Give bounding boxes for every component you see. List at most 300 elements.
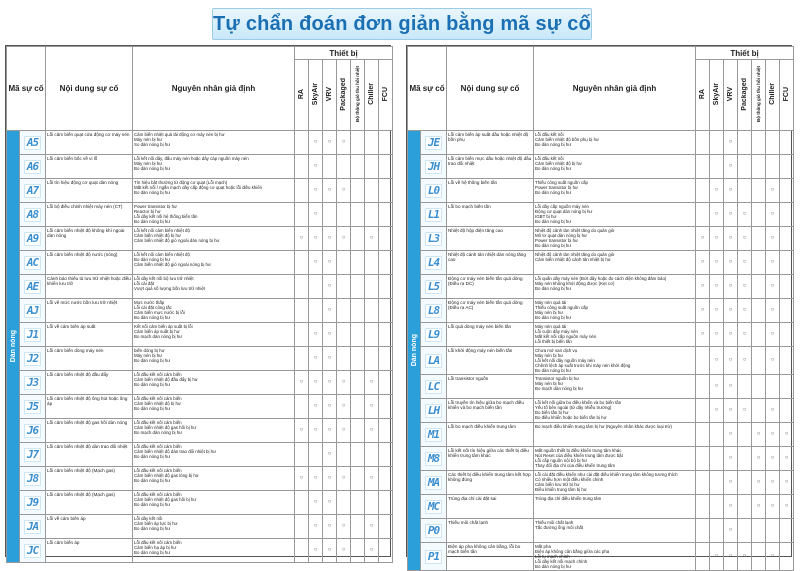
header-cause: Nguyên nhân giả định <box>133 47 295 131</box>
device-applicability-chiller <box>766 131 780 155</box>
device-applicability-packaged: ○ <box>337 371 351 395</box>
header-devices-group: Thiết bị <box>696 47 794 60</box>
device-applicability-skyair: ○ <box>309 371 323 395</box>
error-description: Lỗi quá dòng máy nén biến tần <box>447 323 534 347</box>
table-row <box>408 399 794 423</box>
device-applicability-packaged: ○ <box>337 227 351 251</box>
device-applicability-vrv: ○ <box>724 227 738 251</box>
device-applicability-skyair: ○ <box>309 203 323 227</box>
device-applicability-fcu <box>780 323 794 347</box>
device-applicability-packaged: ○ <box>738 203 752 227</box>
error-cause: Mất nguồn thiết bị điều khiển trung tâm khác Nút Reset của điều khiển trung tâm được bật Lỗi cấp nguồn nội bộ bị hư Thay đổi địa chỉ của điều khiển trung tâm <box>534 447 696 471</box>
device-applicability-skyair: ○ <box>309 155 323 179</box>
device-applicability-skyair: ○ <box>710 275 724 299</box>
device-applicability-packaged <box>337 491 351 515</box>
device-applicability-skyair <box>710 155 724 179</box>
device-applicability-vrv: ○ <box>323 443 337 467</box>
device-applicability-ra <box>295 323 309 347</box>
device-applicability-skyair: ○ <box>309 491 323 515</box>
device-applicability-vrv: ○ <box>724 543 738 571</box>
device-applicability-fcu <box>379 467 393 491</box>
device-applicability-vrv: ○ <box>724 423 738 447</box>
device-applicability-bộ-thông-gió-thu-hồi-nhiệt <box>351 203 365 227</box>
device-applicability-ra: ○ <box>696 227 710 251</box>
device-applicability-skyair: ○ <box>710 203 724 227</box>
device-applicability-ra <box>696 399 710 423</box>
device-applicability-skyair <box>710 423 724 447</box>
device-applicability-packaged: ○ <box>337 539 351 563</box>
device-applicability-packaged: ○ <box>738 299 752 323</box>
device-applicability-packaged <box>337 323 351 347</box>
device-applicability-skyair: ○ <box>309 347 323 371</box>
table-row <box>408 471 794 495</box>
device-applicability-chiller <box>766 155 780 179</box>
error-code: J1 <box>20 323 46 347</box>
error-cause: Lỗi đấu kết nối cảm biến Cảm biến nhiệt độ bị hư Bo dàn nóng bị hư <box>133 395 295 419</box>
device-applicability-fcu <box>780 203 794 227</box>
error-description: Lỗi cảm biến áp <box>46 539 133 563</box>
table-row <box>7 155 393 179</box>
device-applicability-fcu <box>379 395 393 419</box>
device-applicability-bộ-thông-gió-thu-hồi-nhiệt <box>752 155 766 179</box>
error-code: L5 <box>421 275 447 299</box>
device-applicability-chiller <box>365 131 379 155</box>
device-applicability-packaged: ○ <box>738 275 752 299</box>
device-applicability-ra <box>295 155 309 179</box>
device-applicability-fcu: ○ <box>780 471 794 495</box>
error-description: Lỗi cảm biến quạt cửa động cơ máy nén <box>46 131 133 155</box>
device-applicability-chiller: ○ <box>365 227 379 251</box>
device-applicability-bộ-thông-gió-thu-hồi-nhiệt <box>351 515 365 539</box>
device-applicability-chiller: ○ <box>766 179 780 203</box>
device-applicability-ra <box>696 347 710 375</box>
device-applicability-chiller: ○ <box>766 399 780 423</box>
device-applicability-bộ-thông-gió-thu-hồi-nhiệt <box>752 251 766 275</box>
table-row <box>7 347 393 371</box>
device-applicability-chiller: ○ <box>365 419 379 443</box>
device-applicability-packaged <box>337 155 351 179</box>
device-applicability-packaged: ○ <box>337 179 351 203</box>
error-code: J5 <box>20 395 46 419</box>
error-code: JE <box>421 131 447 155</box>
device-applicability-packaged <box>337 203 351 227</box>
device-applicability-bộ-thông-gió-thu-hồi-nhiệt <box>752 275 766 299</box>
device-applicability-vrv: ○ <box>323 515 337 539</box>
error-code: A5 <box>20 131 46 155</box>
error-cause: Máy nén quá tải Lỗi cuộn dây máy nén Mất kết nối cấp nguồn máy nén Lỗi thiết bị biến tần <box>534 323 696 347</box>
device-applicability-vrv: ○ <box>724 495 738 519</box>
table-row <box>408 447 794 471</box>
device-applicability-ra <box>295 515 309 539</box>
error-description: Lỗi cảm biến mực dầu hoặc nhiệt độ dầu trao đổi nhiệt <box>447 155 534 179</box>
error-description: Lỗi cảm biến nhiệt độ (Mạch gas) <box>46 467 133 491</box>
device-applicability-bộ-thông-gió-thu-hồi-nhiệt <box>752 227 766 251</box>
device-applicability-bộ-thông-gió-thu-hồi-nhiệt <box>351 323 365 347</box>
device-applicability-packaged <box>738 155 752 179</box>
table-row <box>7 539 393 563</box>
device-applicability-chiller <box>766 519 780 543</box>
table-row <box>408 179 794 203</box>
device-applicability-fcu: ○ <box>780 447 794 471</box>
device-applicability-fcu <box>780 299 794 323</box>
device-applicability-vrv: ○ <box>724 447 738 471</box>
device-applicability-chiller <box>365 179 379 203</box>
error-description: Thiếu môi chất lạnh <box>447 519 534 543</box>
table-row <box>408 155 794 179</box>
device-applicability-vrv: ○ <box>724 131 738 155</box>
device-applicability-chiller: ○ <box>766 203 780 227</box>
error-code: LA <box>421 347 447 375</box>
device-applicability-bộ-thông-gió-thu-hồi-nhiệt <box>351 539 365 563</box>
error-code: AC <box>20 251 46 275</box>
device-applicability-fcu <box>780 275 794 299</box>
device-applicability-chiller <box>365 299 379 323</box>
device-applicability-skyair <box>710 519 724 543</box>
error-code: L0 <box>421 179 447 203</box>
error-code: A6 <box>20 155 46 179</box>
device-applicability-chiller <box>365 347 379 371</box>
device-applicability-ra <box>696 155 710 179</box>
device-applicability-packaged <box>738 519 752 543</box>
table-row <box>408 423 794 447</box>
error-cause: Máy nén quá tải Thiếu công suất nguồn cấp Máy nén bị hư Bo dàn nóng bị hư <box>534 299 696 323</box>
device-applicability-skyair: ○ <box>710 347 724 375</box>
device-applicability-chiller: ○ <box>766 495 780 519</box>
device-applicability-skyair: ○ <box>309 179 323 203</box>
device-applicability-packaged <box>337 299 351 323</box>
device-applicability-bộ-thông-gió-thu-hồi-nhiệt <box>351 131 365 155</box>
device-applicability-bộ-thông-gió-thu-hồi-nhiệt <box>351 443 365 467</box>
device-applicability-fcu <box>379 299 393 323</box>
table-row <box>7 467 393 491</box>
device-applicability-bộ-thông-gió-thu-hồi-nhiệt <box>752 347 766 375</box>
device-applicability-ra <box>696 495 710 519</box>
error-description: Lỗi cảm biến nhiệt độ không khí ngoài dàn nóng <box>46 227 133 251</box>
device-applicability-chiller: ○ <box>766 447 780 471</box>
error-description: Nhiệt độ hộp điện tăng cao <box>447 227 534 251</box>
device-applicability-skyair <box>710 447 724 471</box>
header-device-fcu: FCU <box>379 60 393 131</box>
device-applicability-packaged: ○ <box>738 399 752 423</box>
error-cause: biến dòng bị hư Máy nén bị hư Bo dàn nóng bị hư <box>133 347 295 371</box>
error-description: Lỗi cảm biến áp suất dầu hoặc nhiệt độ bồn phụ <box>447 131 534 155</box>
device-applicability-skyair: ○ <box>309 131 323 155</box>
header-device-fcu: FCU <box>780 60 794 131</box>
device-applicability-chiller: ○ <box>766 423 780 447</box>
device-applicability-bộ-thông-gió-thu-hồi-nhiệt <box>351 275 365 299</box>
device-applicability-bộ-thông-gió-thu-hồi-nhiệt <box>752 375 766 399</box>
device-applicability-ra: ○ <box>696 299 710 323</box>
error-code: JC <box>20 539 46 563</box>
error-description: Lỗi bo mạch điều khiển trung tâm <box>447 423 534 447</box>
table-row <box>408 227 794 251</box>
device-applicability-ra <box>696 519 710 543</box>
device-applicability-fcu <box>379 131 393 155</box>
header-devices-group: Thiết bị <box>295 47 393 60</box>
error-description: Lỗi truyền tín hiệu giữa bo mạch điều khiển và bo mạch biến tần <box>447 399 534 423</box>
error-description: Lỗi tín hiệu động cơ quạt dàn nóng <box>46 179 133 203</box>
error-cause: Power transistor bị hư Reactor bị hư Lỗi dây kết nối hệ thống biến tần Bo dàn nóng bị hư <box>133 203 295 227</box>
table-row <box>408 275 794 299</box>
device-applicability-ra: ○ <box>696 275 710 299</box>
table-row <box>7 515 393 539</box>
error-cause: Chưa mở van dịch vụ Máy nén bị hư Lỗi kết nối dây nguồn máy nén Chênh lệch áp suất trước khi máy nén khởi động Bo dàn nóng bị hư <box>534 347 696 375</box>
error-cause: Lỗi đấu kết nối cảm biến Cảm biến nhiệt độ đầu đẩy bị hư Bo dàn nóng bị hư <box>133 371 295 395</box>
device-applicability-packaged: ○ <box>738 543 752 571</box>
error-cause: Lỗi đấu kết nối cảm biến Cảm biến nhiệt độ gas lỏng bị hư Bo dàn nóng bị hư <box>133 467 295 491</box>
device-applicability-ra <box>696 131 710 155</box>
device-applicability-bộ-thông-gió-thu-hồi-nhiệt: ○ <box>752 471 766 495</box>
error-code: JH <box>421 155 447 179</box>
device-applicability-fcu <box>379 539 393 563</box>
error-description: Lỗi cảm biến bốc về vi lỗ <box>46 155 133 179</box>
header-device-chiller: Chiller <box>766 60 780 131</box>
device-applicability-vrv: ○ <box>323 491 337 515</box>
device-applicability-fcu <box>780 375 794 399</box>
device-applicability-fcu <box>379 419 393 443</box>
device-applicability-chiller <box>365 275 379 299</box>
device-applicability-ra <box>295 443 309 467</box>
device-applicability-packaged: ○ <box>738 323 752 347</box>
device-applicability-vrv: ○ <box>724 347 738 375</box>
device-applicability-skyair <box>710 471 724 495</box>
device-applicability-packaged <box>337 347 351 371</box>
device-applicability-packaged: ○ <box>337 395 351 419</box>
error-description: Lỗi cảm biến nhiệt độ nước (nóng) <box>46 251 133 275</box>
error-description: Động cơ máy nén biến tần quá dòng (Điều ra AC) <box>447 299 534 323</box>
error-cause: Lỗi dây kết nối bộ lưu trữ nhiệt Lỗi cài đặt Vượt quá số lượng bốn lưu trữ nhiệt <box>133 275 295 299</box>
device-applicability-vrv: ○ <box>323 251 337 275</box>
device-applicability-vrv: ○ <box>724 519 738 543</box>
device-applicability-fcu <box>379 347 393 371</box>
error-code: P0 <box>421 519 447 543</box>
device-applicability-skyair: ○ <box>710 251 724 275</box>
device-applicability-ra <box>696 375 710 399</box>
device-applicability-vrv: ○ <box>724 179 738 203</box>
header-device-vrv: VRV <box>724 60 738 131</box>
device-applicability-skyair: ○ <box>309 395 323 419</box>
error-description: Lỗi về mức nước bồn lưu trữ nhiệt <box>46 299 133 323</box>
device-applicability-chiller <box>365 491 379 515</box>
device-applicability-skyair <box>710 495 724 519</box>
error-code: J9 <box>20 491 46 515</box>
device-applicability-fcu <box>780 179 794 203</box>
device-applicability-chiller: ○ <box>365 395 379 419</box>
header-device-chiller: Chiller <box>365 60 379 131</box>
error-description: Trùng địa chỉ cài đặt sai <box>447 495 534 519</box>
error-description: Lỗi bộ điều chỉnh nhiệt máy nén (CT) <box>46 203 133 227</box>
device-applicability-fcu <box>780 251 794 275</box>
error-code: L4 <box>421 251 447 275</box>
error-cause: Kết nối cảm biến áp suất bị lỗi Cảm biến áp suất bị hư Bo mạch dàn nóng bị hư <box>133 323 295 347</box>
device-applicability-packaged <box>738 375 752 399</box>
error-cause: Lỗi đấu kết nối cảm biến Cảm biến hạ áp bị hư Bo dàn nóng bị hư <box>133 539 295 563</box>
device-applicability-vrv: ○ <box>724 399 738 423</box>
device-applicability-skyair: ○ <box>710 179 724 203</box>
device-applicability-ra <box>696 423 710 447</box>
device-applicability-packaged: ○ <box>337 131 351 155</box>
error-description: Lỗi kết nối tín hiệu giữa các thiết bị điều khiển trung tâm khác <box>447 447 534 471</box>
error-code: MC <box>421 495 447 519</box>
error-cause: Thiếu công suất nguồn cấp Power transistor bị hư Bo dàn nóng bị hư <box>534 179 696 203</box>
device-applicability-packaged <box>738 495 752 519</box>
device-applicability-vrv: ○ <box>323 275 337 299</box>
device-applicability-chiller <box>365 155 379 179</box>
error-cause: Mất pha Điện áp không cân bằng giữa các pha Lỗi tụ mạch chính Lỗi dây kết nối mạch chính Bo dàn nóng bị hư <box>534 543 696 571</box>
error-description: Động cơ máy nén biến tần quá dòng (Điều ra DC) <box>447 275 534 299</box>
error-code: M8 <box>421 447 447 471</box>
header-device-skyair: SkyAir <box>710 60 724 131</box>
device-applicability-bộ-thông-gió-thu-hồi-nhiệt: ○ <box>752 423 766 447</box>
device-applicability-skyair: ○ <box>710 375 724 399</box>
device-applicability-skyair: ○ <box>309 539 323 563</box>
device-applicability-fcu <box>379 323 393 347</box>
table-row <box>7 443 393 467</box>
device-applicability-fcu <box>379 275 393 299</box>
device-applicability-ra <box>295 395 309 419</box>
error-code: P1 <box>421 543 447 571</box>
error-cause: Tín hiệu bật thường từ động cơ quạt (Lỗi mạch) Mất kết nối / ngắn mạch dây cấp động cơ quạt hoặc lỗi điều khiển Bo dàn nóng bị hư <box>133 179 295 203</box>
device-applicability-ra <box>295 275 309 299</box>
error-code: J6 <box>20 419 46 443</box>
device-applicability-ra: ○ <box>295 419 309 443</box>
device-applicability-packaged <box>738 423 752 447</box>
device-applicability-skyair: ○ <box>710 227 724 251</box>
device-applicability-chiller: ○ <box>766 251 780 275</box>
device-applicability-chiller: ○ <box>766 275 780 299</box>
device-applicability-fcu <box>780 131 794 155</box>
device-applicability-vrv <box>323 155 337 179</box>
error-code: J7 <box>20 443 46 467</box>
error-cause: Lỗi quấn dây máy nén (Đứt dây hoặc đo cách điện không đảm bảo) Máy nén không khởi động được (Kẹt cơ) Bo dàn nóng bị hư <box>534 275 696 299</box>
device-applicability-bộ-thông-gió-thu-hồi-nhiệt <box>752 179 766 203</box>
device-applicability-skyair: ○ <box>710 543 724 571</box>
table-row <box>408 131 794 155</box>
error-description: Lỗi cảm biến nhiệt độ đầu đẩy <box>46 371 133 395</box>
device-applicability-vrv: ○ <box>323 467 337 491</box>
right-error-table <box>407 46 794 571</box>
device-applicability-fcu <box>379 227 393 251</box>
error-description: Lỗi cảm biến nhiệt độ (Mạch gas) <box>46 491 133 515</box>
table-row <box>7 131 393 155</box>
error-cause: Mực nước thấp Lỗi cài đặt công tắc Cảm biến mực nước bị lỗi Bo dàn nóng bị hư <box>133 299 295 323</box>
device-applicability-chiller: ○ <box>766 227 780 251</box>
section-label: Dàn nóng <box>408 131 421 571</box>
error-description: Lỗi cảm biến nhiệt độ dàn trao đổi nhiệt <box>46 443 133 467</box>
device-applicability-fcu <box>379 251 393 275</box>
table-row <box>7 203 393 227</box>
header-code: Mã sự cố <box>7 47 46 131</box>
device-applicability-ra <box>295 491 309 515</box>
header-device-packaged: Packaged <box>738 60 752 131</box>
device-applicability-skyair: ○ <box>309 251 323 275</box>
device-applicability-ra <box>295 347 309 371</box>
table-row <box>7 491 393 515</box>
error-description: Lỗi cảm biến nhiệt độ ống hút hoặc ống áp <box>46 395 133 419</box>
device-applicability-vrv: ○ <box>323 323 337 347</box>
error-code: J8 <box>20 467 46 491</box>
device-applicability-vrv: ○ <box>724 275 738 299</box>
header-content: Nội dung sự cố <box>447 47 534 131</box>
table-row <box>7 371 393 395</box>
device-applicability-vrv <box>323 203 337 227</box>
error-cause: Cảm biến nhiệt quá tải động cơ máy nén bị hư Máy nén bị hư So dàn nóng bị hư <box>133 131 295 155</box>
device-applicability-bộ-thông-gió-thu-hồi-nhiệt <box>351 299 365 323</box>
device-applicability-skyair: ○ <box>309 323 323 347</box>
device-applicability-bộ-thông-gió-thu-hồi-nhiệt <box>351 371 365 395</box>
device-applicability-skyair <box>309 299 323 323</box>
error-code: AJ <box>20 299 46 323</box>
device-applicability-chiller: ○ <box>365 515 379 539</box>
error-code: A7 <box>20 179 46 203</box>
device-applicability-bộ-thông-gió-thu-hồi-nhiệt <box>752 203 766 227</box>
device-applicability-fcu <box>379 515 393 539</box>
device-applicability-bộ-thông-gió-thu-hồi-nhiệt <box>351 347 365 371</box>
device-applicability-fcu <box>379 203 393 227</box>
device-applicability-vrv: ○ <box>724 299 738 323</box>
error-cause: Nhiệt độ cánh tản nhiệt tăng do quản giờ Mô tơ quạt dàn nóng bị hư Power transistor bị hư Bo dàn nóng bị hư <box>534 227 696 251</box>
error-cause: Lỗi đấu kết nối cảm biến Cảm biến nhiệt độ gas hồi bị hư Bo mạch dàn nóng bị hư <box>133 419 295 443</box>
device-applicability-skyair: ○ <box>309 419 323 443</box>
device-applicability-skyair: ○ <box>710 399 724 423</box>
device-applicability-bộ-thông-gió-thu-hồi-nhiệt <box>351 251 365 275</box>
error-code: LC <box>421 375 447 399</box>
error-cause: Lỗi cài đặt điều khiển như cài đặt điều khiển trung tâm không tương thích Có nhiều hơn một điều khiển chính Cảm biến lưu trữ bị hư Điều khiển trung tâm bị hư <box>534 471 696 495</box>
error-description: Lỗi cảm biến dòng máy nén <box>46 347 133 371</box>
error-code: J2 <box>20 347 46 371</box>
table-row <box>408 519 794 543</box>
device-applicability-packaged <box>738 131 752 155</box>
device-applicability-packaged <box>738 471 752 495</box>
table-row <box>7 299 393 323</box>
device-applicability-bộ-thông-gió-thu-hồi-nhiệt <box>351 227 365 251</box>
error-description: Các thiết bị điều khiển trung tâm kết hợp không đúng <box>447 471 534 495</box>
device-applicability-packaged: ○ <box>337 515 351 539</box>
error-cause: Lỗi kết nối dây, đấu máy nén hoặc dây cáp nguồn máy nén Máy nén bị hư Bo dàn nóng bị hư <box>133 155 295 179</box>
device-applicability-vrv: ○ <box>323 419 337 443</box>
device-applicability-ra: ○ <box>696 251 710 275</box>
device-applicability-ra <box>696 203 710 227</box>
device-applicability-fcu <box>379 371 393 395</box>
device-applicability-vrv: ○ <box>724 375 738 399</box>
left-error-table <box>6 46 393 563</box>
device-applicability-chiller: ○ <box>766 347 780 375</box>
device-applicability-skyair: ○ <box>710 299 724 323</box>
header-device-packaged: Packaged <box>337 60 351 131</box>
device-applicability-vrv: ○ <box>323 299 337 323</box>
error-code: A9 <box>20 227 46 251</box>
device-applicability-ra: ○ <box>295 467 309 491</box>
error-code: J3 <box>20 371 46 395</box>
error-code: L9 <box>421 323 447 347</box>
table-row <box>7 419 393 443</box>
device-applicability-packaged <box>337 275 351 299</box>
device-applicability-chiller: ○ <box>766 471 780 495</box>
device-applicability-bộ-thông-gió-thu-hồi-nhiệt <box>351 467 365 491</box>
device-applicability-fcu <box>780 519 794 543</box>
device-applicability-skyair: ○ <box>309 227 323 251</box>
table-row <box>408 543 794 571</box>
device-applicability-chiller: ○ <box>766 299 780 323</box>
device-applicability-vrv: ○ <box>323 347 337 371</box>
device-applicability-vrv: ○ <box>323 539 337 563</box>
page-title: Tự chẩn đoán đơn giản bằng mã sự cố <box>212 8 592 40</box>
device-applicability-packaged <box>337 443 351 467</box>
device-applicability-bộ-thông-gió-thu-hồi-nhiệt <box>351 491 365 515</box>
device-applicability-ra <box>696 447 710 471</box>
device-applicability-vrv: ○ <box>323 371 337 395</box>
error-code: LH <box>421 399 447 423</box>
